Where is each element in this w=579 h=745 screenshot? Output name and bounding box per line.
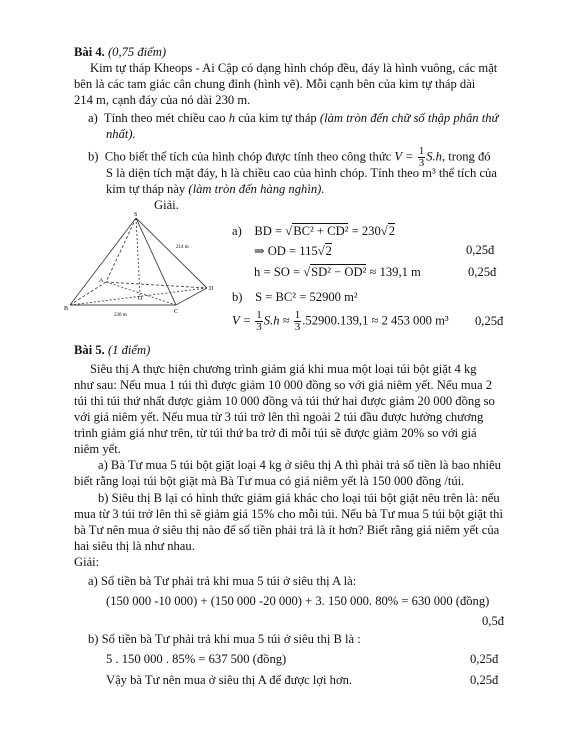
- sol-b2-mid: S.h ≈: [263, 313, 290, 328]
- bai5-sol-a-calc: (150 000 -10 000) + (150 000 -20 000) + 3. 150 000. 80% = 630 000 (đồng): [106, 594, 490, 608]
- score-b2: 0,25đ: [475, 314, 504, 328]
- qa-note-2: nhất).: [106, 127, 136, 141]
- bai5-intro-2: như sau: Nếu mua 1 túi thì được giảm 10 000 đồng so với giá niêm yết. Nếu mua 2: [74, 378, 493, 392]
- sol-b-label: b): [232, 290, 243, 304]
- sol-b2-frac2-num: 1: [294, 309, 301, 321]
- label-b: B: [64, 306, 69, 312]
- bai4-question-a: [88, 111, 498, 126]
- bai5-intro-1: Siêu thị A thực hiện chương trình giảm giá khi mua một loại túi bột giặt 4 kg: [90, 362, 477, 376]
- bai4-giai: Giải.: [154, 198, 179, 212]
- bai5-qb-3: bà Tư nên mua ở siêu thị nào để số tiền phải trả là ít hơn? Biết rằng giá niêm yết của: [74, 523, 500, 537]
- bai5-giai: Giải:: [74, 555, 100, 569]
- sol-a1-rhs: = 230: [351, 224, 381, 238]
- bai5-qa-2: biết rằng loại túi bột giặt mà Bà Tư mua có giá niêm yết là 150 000 đồng /túi.: [74, 474, 465, 488]
- sol-a1-lhs: BD =: [254, 224, 283, 238]
- qb-label: b): [88, 149, 99, 164]
- sol-b2-frac2: [294, 310, 302, 333]
- label-d: D: [209, 286, 214, 292]
- sol-b2-tail: .52900.139,1 ≈ 2 453 000 m³: [302, 313, 449, 328]
- sol-a2-lhs: ⇒ OD = 115: [254, 244, 318, 258]
- qb-line3: [106, 182, 324, 197]
- sol-a-label: a): [232, 224, 242, 238]
- sol-b2-frac1-num: 1: [256, 309, 262, 321]
- qa-text2: của kim tự tháp: [238, 111, 317, 125]
- qb-frac-num: 1: [418, 145, 425, 157]
- bai5-intro-6: niêm yết.: [74, 442, 121, 456]
- qa-text: Tính theo mét chiều cao: [103, 111, 226, 125]
- qb-line2: S là diện tích mặt đáy, h là chiều cao của hình chóp. Tính theo m³ thể tích của: [106, 166, 497, 180]
- bai5-intro-3: túi thì túi thứ nhất được giảm 10 000 đồng và túi thứ hai được giảm 20 000 đồng so: [74, 394, 495, 408]
- bai5-qa-1: a) Bà Tư mua 5 túi bột giặt loại 4 kg ở siêu thị A thì phải trả số tiền là bao nhiêu: [98, 458, 501, 472]
- qa-var: h: [228, 111, 236, 125]
- pyramid-figure: [64, 210, 214, 320]
- score-a3: 0,25đ: [468, 265, 497, 279]
- bai5-qb-2: mua từ 3 túi trở lên thì sẽ giảm giá 15% cho mỗi túi. Nếu bà Tư mua 5 túi bột giặt thì: [74, 507, 503, 521]
- bai4-intro-2: bên là các tam giác cân chung đỉnh (hình vẽ). Mỗi cạnh bên của kim tự tháp dài: [74, 77, 476, 91]
- sol-a1-root: BC² + CD²: [293, 224, 349, 238]
- bai5-sol-b-score: 0,25đ: [470, 652, 499, 666]
- qb-line3a: kim tự tháp này: [106, 182, 186, 196]
- qb-frac-den: 3: [418, 157, 425, 169]
- bai5-intro-4: với giá niêm yết. Nếu mua từ 3 túi trở lên thì ngoài 2 túi đầu được hưởng chương: [74, 410, 484, 424]
- sol-a2-root: 2: [325, 244, 332, 258]
- qb-formula-tail: S.h,: [426, 149, 446, 164]
- bai5-conclusion-score: 0,25đ: [470, 673, 499, 687]
- sol-a3: h = SO = √SD² − OD² ≈ 139,1 m: [254, 265, 421, 279]
- bai5-points: (1 điểm): [107, 343, 151, 357]
- bai5-qb-1: b) Siêu thị B lại có hình thức giảm giá khác cho loại túi bột giặt nêu trên là: nếu: [98, 491, 500, 505]
- qa-note-1: (làm tròn đến chữ số thập phân thứ: [319, 111, 499, 125]
- sol-b2: [232, 310, 449, 333]
- sol-b2-frac1-den: 3: [256, 321, 262, 333]
- bai5-qb-4: hai siêu thị là như nhau.: [74, 539, 195, 553]
- bai4-intro-1: Kim tự tháp Kheops - Ai Cập có dạng hình chóp đều, đáy là hình vuông, các mặt: [90, 61, 498, 75]
- bai5-sol-b-calc: 5 . 150 000 . 85% = 637 500 (đồng): [106, 652, 287, 666]
- bai5-title: Bài 5.: [74, 343, 105, 357]
- base-label: 230 m: [114, 313, 127, 318]
- label-a: A: [99, 278, 104, 284]
- sol-b2-frac1: [255, 310, 263, 333]
- sol-a1: a) BD = √BC² + CD² = 230√2: [232, 224, 395, 238]
- sol-a1-root2: 2: [388, 224, 395, 238]
- sol-a2: ⇒ OD = 115√2: [254, 244, 332, 258]
- bai4-intro-3: 214 m, cạnh đáy của nó dài 230 m.: [74, 93, 251, 107]
- bai5-sol-a: a) Số tiền bà Tư phải trả khi mua 5 túi ở siêu thị A là:: [88, 574, 357, 588]
- bai4-heading: [74, 45, 166, 60]
- label-s: S: [134, 212, 138, 218]
- bai4-points: (0,75 điểm): [107, 45, 167, 59]
- sol-b1-text: S = BC² = 52900 m²: [255, 290, 358, 304]
- qb-line3b: (làm tròn đến hàng nghìn).: [188, 182, 325, 196]
- bai5-sol-b: b) Số tiền bà Tư phải trả khi mua 5 túi ở siêu thị B là :: [88, 632, 361, 646]
- sol-a3-rhs: ≈ 139,1 m: [369, 265, 421, 279]
- sol-a3-lhs: h = SO =: [254, 265, 301, 279]
- qb-text: Cho biết thể tích của hình chóp được tính theo công thức: [104, 149, 392, 164]
- label-c: C: [174, 309, 179, 315]
- sol-b1: [232, 290, 358, 305]
- label-o: O: [138, 296, 143, 302]
- qb-text2: trong đó: [448, 149, 491, 164]
- bai5-heading: [74, 343, 150, 358]
- bai4-title: Bài 4.: [74, 45, 105, 59]
- bai5-sol-a-score: 0,5đ: [482, 614, 505, 628]
- sol-b2-frac2-den: 3: [294, 321, 301, 333]
- bai5-conclusion: Vậy bà Tư nên mua ở siêu thị A để được lợi hơn.: [106, 673, 353, 687]
- score-a2: 0,25đ: [466, 243, 495, 257]
- qb-formula-v: V =: [394, 149, 414, 164]
- edge-label: 214 m: [176, 245, 189, 250]
- bai5-intro-5: trình giảm giá như trên, từ túi thứ ba trở đi mỗi túi sẽ được giảm 20% so với giá: [74, 426, 477, 440]
- sol-b2-v: V =: [232, 313, 252, 328]
- sol-a3-root: SD² − OD²: [311, 265, 367, 279]
- qa-label: a): [88, 111, 98, 125]
